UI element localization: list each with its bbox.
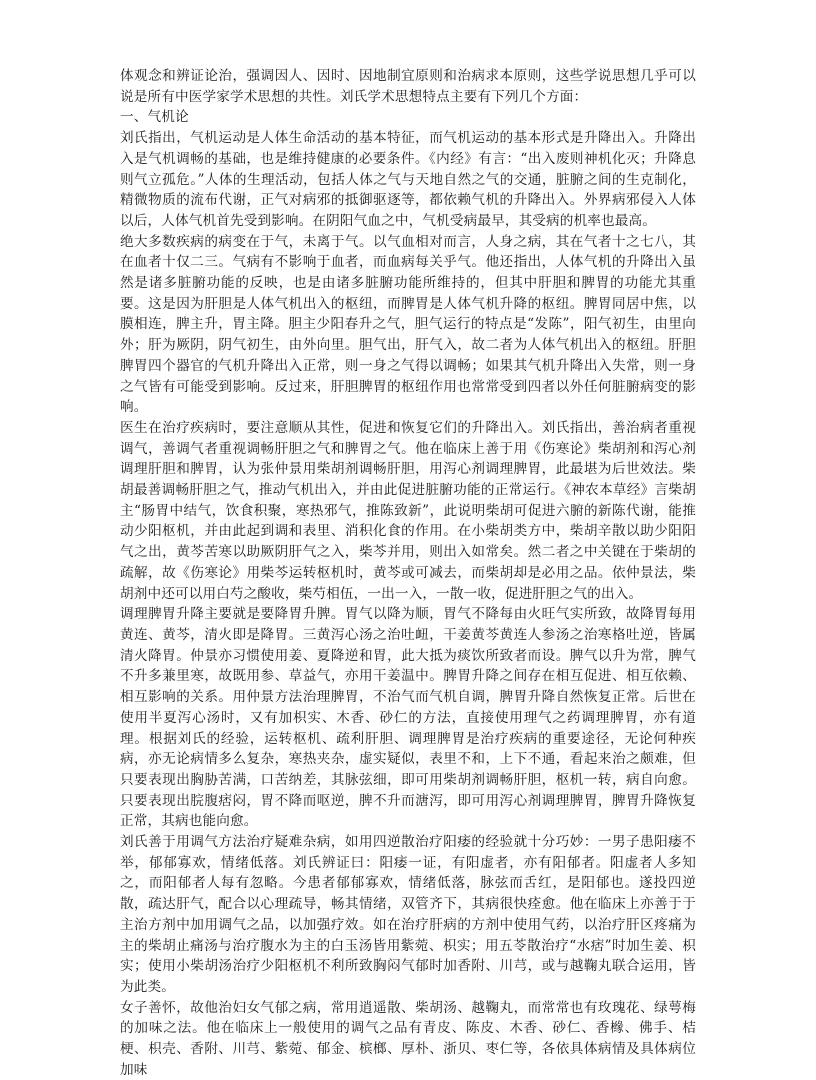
- body-paragraph-6: 女子善怀，故他治妇女气郁之病，常用逍遥散、柴胡汤、越鞠丸，而常常也有玫瑰花、绿萼梅的加味之法。他在临床上一般使用的调气之品有青皮、陈皮、木香、砂仁、香橼、佛手、桔梗、枳壳、香附、川芎、紫菀、郁金、槟榔、厚朴、浙贝、枣仁等，各依具体病情及具体病位加味: [120, 999, 696, 1078]
- body-paragraph-2: 绝大多数疾病的病变在于气，未离于气。以气血相对而言，人身之病，其在气者十之七八，其在血者十仅二三。气病有不影响于血者，而血病每关乎气。他还指出，人体气机的升降出入虽然是诸多脏腑功能的反映，也是由诸多脏腑功能所维持的，但其中肝胆和脾胃的功能尤其重要。这是因为肝胆是人体气机出入的枢纽，而脾胃是人体气机升降的枢纽。脾胃同居中焦，以膜相连，脾主升，胃主降。胆主少阳春升之气，胆气运行的特点是“发陈”，阳气初生，由里向外；肝为厥阴，阴气初生，由外向里。胆气出，肝气入，故二者为人体气机出入的枢纽。肝胆脾胃四个器官的气机升降出入正常，则一身之气得以调畅；如果其气机升降出入失常，则一身之气皆有可能受到影响。反过来，肝胆脾胃的枢纽作用也常常受到四者以外任何脏腑病变的影响。: [120, 233, 696, 416]
- body-paragraph-5: 刘氏善于用调气方法治疗疑难杂病，如用四逆散治疗阳痿的经验就十分巧妙：一男子患阳痿不举，郁郁寡欢，情绪低落。刘氏辨证曰：阳痿一证，有阳虚者，亦有阳郁者。阳虚者人多知之，而阳郁者人每有忽略。今患者郁郁寡欢，情绪低落，脉弦而舌红，是阳郁也。遂投四逆散，疏达肝气，配合以心理疏导，畅其情绪，双管齐下，其病很快痊愈。他在临床上亦善于于主治方剂中加用调气之品，以加强疗效。如在治疗肝病的方剂中使用气药，以治疗肝区疼痛为主的柴胡止痛汤与治疗腹水为主的白玉汤皆用紫菀、枳实；用五苓散治疗“水痞”时加生姜、枳实；使用小柴胡汤治疗少阳枢机不利所致胸闷气郁时加香附、川芎，或与越鞠丸联合运用，皆为此类。: [120, 834, 696, 995]
- document-page: [120, 66, 696, 1080]
- body-paragraph-1: 刘氏指出，气机运动是人体生命活动的基本特征，而气机运动的基本形式是升降出入。升降出入是气机调畅的基础，也是维持健康的必要条件。《内经》有言：“出入废则神机化灭；升降息则气立孤危。”人体的生理活动，包括人体之气与天地自然之气的交通，脏腑之间的生克制化，精微物质的流布代谢，正气对病邪的抵御驱逐等，都依赖气机的升降出入。外界病邪侵入人体以后，人体气机首先受到影响。在阴阳气血之中，气机受病最早，其受病的机率也最高。: [120, 130, 696, 229]
- body-paragraph-4: 调理脾胃升降主要就是要降胃升脾。胃气以降为顺，胃气不降每由火旺气实所致，故降胃每用黄连、黄芩，清火即是降胃。三黄泻心汤之治吐衄，干姜黄芩黄连人参汤之治寒格吐逆，皆属清火降胃。仲景亦习惯使用姜、夏降逆和胃，此大抵为痰饮所致者而设。脾气以升为常，脾气不升多兼里寒，故既用参、草益气，亦用干姜温中。脾胃升降之间存在相互促进、相互依赖、相互影响的关系。用仲景方法治理脾胃，不治气而气机自调，脾胃升降自然恢复正常。后世在使用半夏泻心汤时，又有加枳实、木香、砂仁的方法，直接使用理气之药调理脾胃，亦有道理。根据刘氏的经验，运转枢机、疏利肝胆、调理脾胃是治疗疾病的重要途径，无论何种疾病，亦无论病情多么复杂，寒热夹杂，虚实疑似，表里不和，上下不通，看起来治之颇难，但只要表现出胸胁苦满，口苦纳差，其脉弦细，即可用柴胡剂调畅肝胆，枢机一转，病自向愈。只要表现出脘腹痞闷，胃不降而呕逆，脾不升而溏泻，即可用泻心剂调理脾胃，脾胃升降恢复正常，其病也能向愈。: [120, 606, 696, 830]
- intro-paragraph: 体观念和辨证论治，强调因人、因时、因地制宜原则和治病求本原则，这些学说思想几乎可以说是所有中医学家学术思想的共性。刘氏学术思想特点主要有下列几个方面：: [120, 68, 696, 105]
- section-heading: 一、气机论: [120, 109, 189, 126]
- body-paragraph-3: 医生在治疗疾病时，要注意顺从其性，促进和恢复它们的升降出入。刘氏指出，善治病者重视调气，善调气者重视调畅肝胆之气和脾胃之气。他在临床上善于用《伤寒论》柴胡剂和泻心剂调理肝胆和脾胃，认为张仲景用柴胡剂调畅肝胆，用泻心剂调理脾胃，此最堪为后世效法。柴胡最善调畅肝胆之气，推动气机出入，并由此促进脏腑功能的正常运行。《神农本草经》言柴胡主“肠胃中结气，饮食积聚，寒热邪气，推陈致新”，此说明柴胡可促进六腑的新陈代谢，能推动少阳枢机，并由此起到调和表里、消积化食的作用。在小柴胡类方中，柴胡辛散以助少阳阳气之出，黄芩苦寒以助厥阴肝气之入，柴芩并用，则出入如常矣。然二者之中关键在于柴胡的疏解，故《伤寒论》用柴芩运转枢机时，黄芩或可减去，而柴胡却是必用之品。依仲景法，柴胡剂中还可以用白芍之酸收，柴芍相伍，一出一入，一散一收，促进肝胆之气的出入。: [120, 419, 696, 602]
